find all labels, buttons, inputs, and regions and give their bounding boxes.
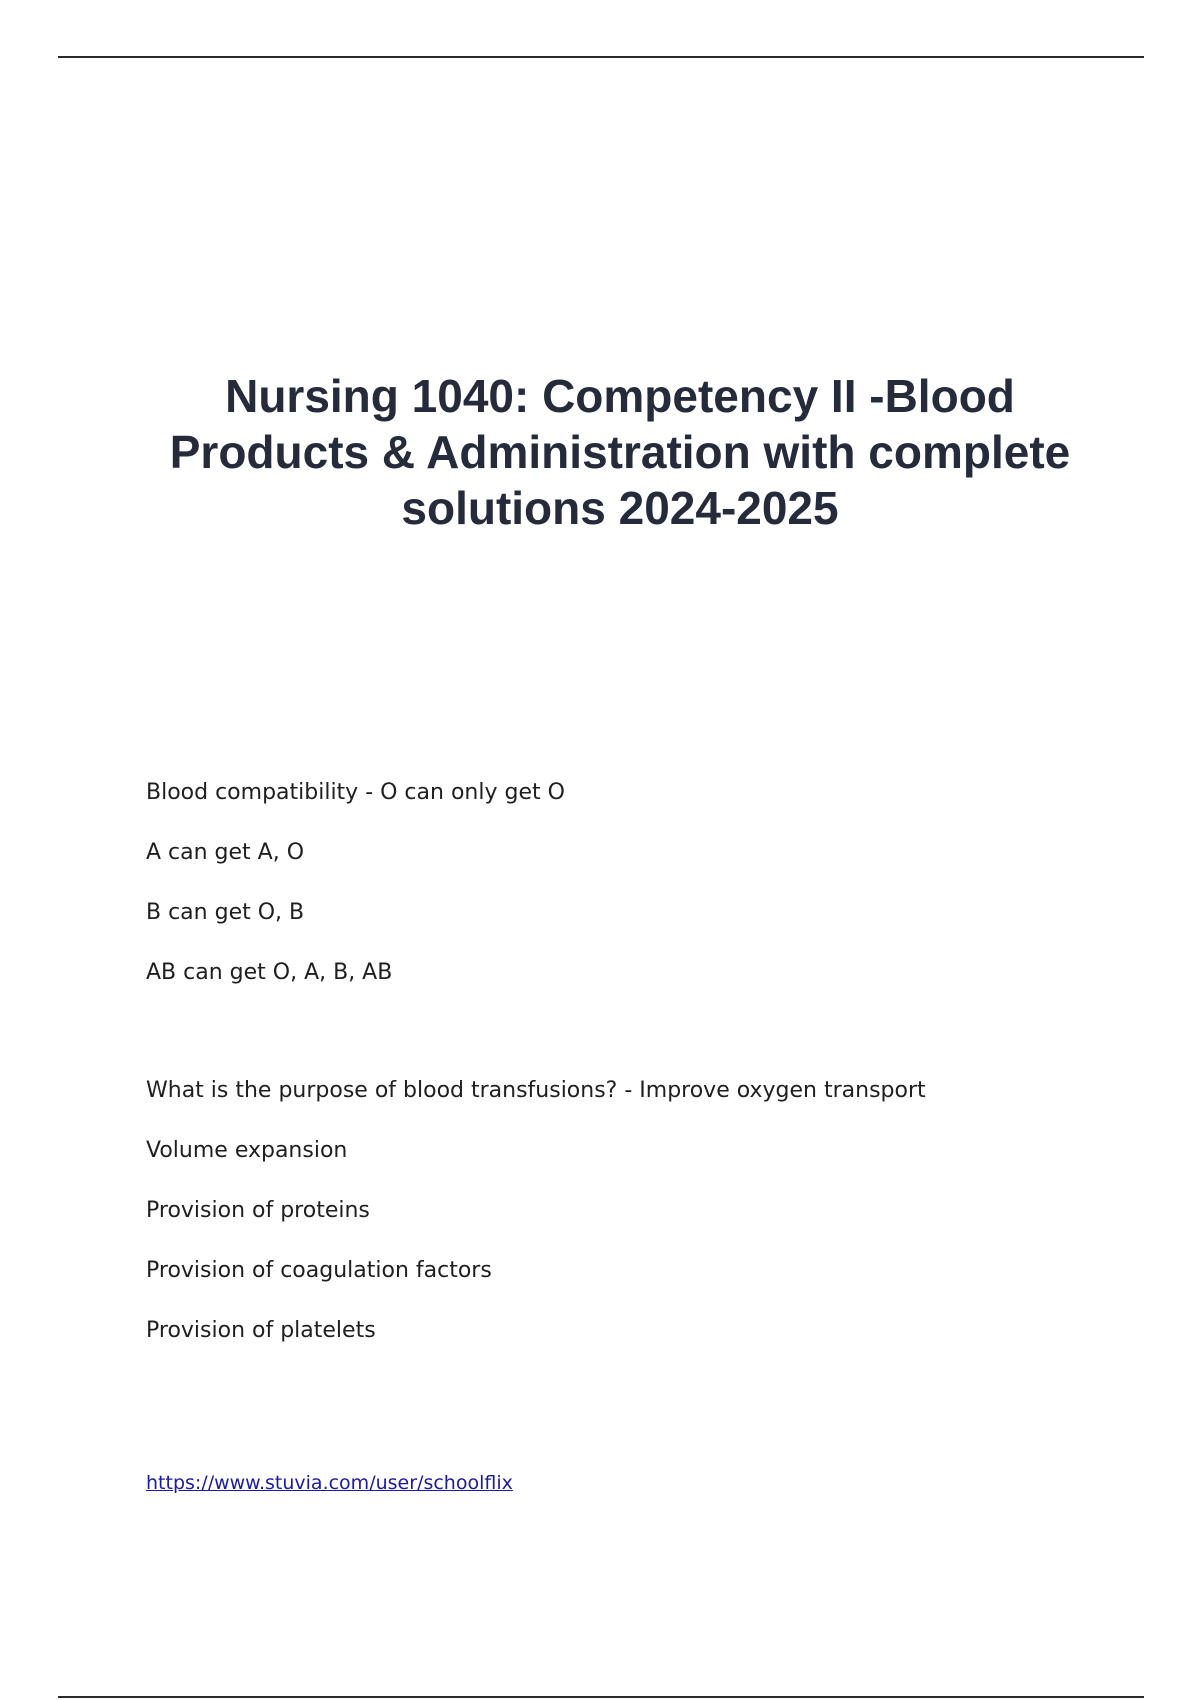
transfusion-purpose-section [146,1061,926,1361]
blood-compatibility-section [146,763,565,1003]
text-line: AB can get O, A, B, AB [146,960,393,985]
text-line: A can get A, O [146,840,305,865]
text-line: Provision of platelets [146,1318,376,1343]
text-line: B can get O, B [146,900,305,925]
document-title: Nursing 1040: Competency II -Blood Products & Administration with complete solutions 2024-2025 [169,370,1071,534]
bottom-divider [58,1696,1144,1698]
text-line: Blood compatibility - O can only get O [146,780,565,805]
text-line: What is the purpose of blood transfusions? - Improve oxygen transport [146,1078,926,1103]
text-line: Volume expansion [146,1138,348,1163]
text-line: Provision of proteins [146,1198,370,1223]
stuvia-user-link[interactable]: https://www.stuvia.com/user/schoolflix [146,1472,513,1494]
top-divider [58,56,1144,58]
text-line: Provision of coagulation factors [146,1258,492,1283]
